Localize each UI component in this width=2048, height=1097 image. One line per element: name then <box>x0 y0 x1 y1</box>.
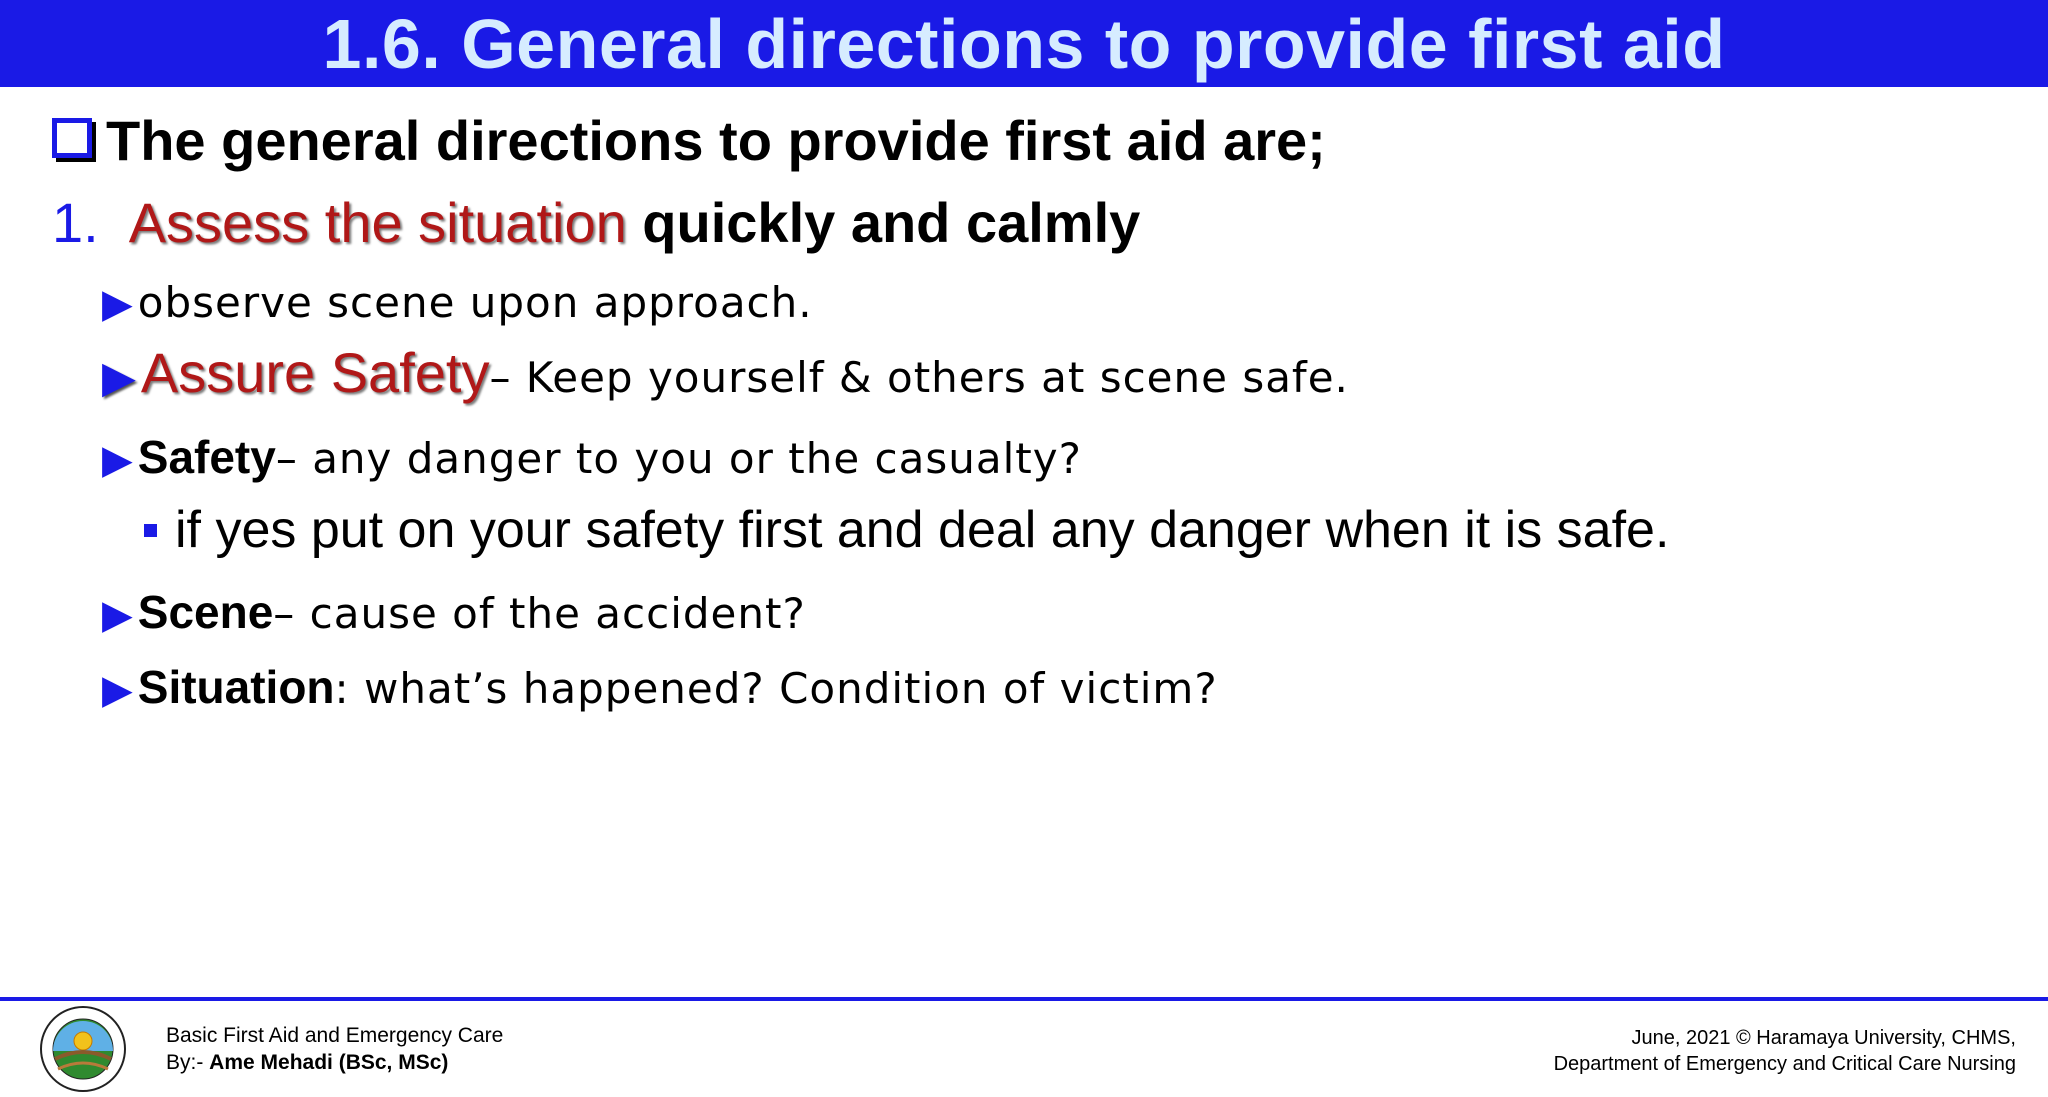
university-logo <box>28 1005 138 1093</box>
situation-label: Situation <box>137 661 335 713</box>
course-title: Basic First Aid and Emergency Care <box>166 1024 504 1047</box>
author-name: Ame Mehadi (BSc, MSc) <box>209 1051 449 1074</box>
checkbox-bullet-icon <box>52 118 92 158</box>
safety-label: Safety <box>137 431 276 483</box>
triangle-bullet-icon: ▶ <box>102 667 134 713</box>
author-line <box>166 1049 503 1076</box>
triangle-bullet-icon: ▶ <box>102 437 134 483</box>
safety-sub-bullet <box>144 500 1669 560</box>
bullet-situation <box>102 660 1218 714</box>
step-highlight: Assess the situation <box>128 191 627 254</box>
triangle-bullet-icon: ▶ <box>102 281 134 327</box>
triangle-bullet-icon: ▶ <box>102 352 137 403</box>
heading-text: The general directions to provide first aid are; <box>106 109 1326 172</box>
step-1 <box>52 190 1140 255</box>
title-bar <box>0 0 2048 87</box>
copyright-line-1: June, 2021 © Haramaya University, CHMS, <box>1631 1027 2016 1049</box>
safety-sub-text: if yes put on your safety first and deal any danger when it is safe. <box>175 501 1670 559</box>
bullet-observe-text: observe scene upon approach. <box>137 278 813 327</box>
footer-copyright <box>1554 1025 2016 1077</box>
footer-divider <box>0 997 2048 1001</box>
square-bullet-icon <box>144 524 157 537</box>
bullet-safety <box>102 430 1082 484</box>
triangle-bullet-icon: ▶ <box>102 592 134 638</box>
scene-text: – cause of the accident? <box>273 589 806 638</box>
bullet-observe <box>102 278 813 327</box>
footer-course-info <box>166 1022 503 1076</box>
assure-safety-label: Assure Safety <box>140 341 490 404</box>
assure-safety-text: – Keep yourself & others at scene safe. <box>489 353 1349 402</box>
safety-text: – any danger to you or the casualty? <box>275 434 1082 483</box>
copyright-line-2: Department of Emergency and Critical Care Nursing <box>1553 1053 2016 1075</box>
bullet-assure-safety <box>102 340 1349 405</box>
bullet-scene <box>102 585 806 639</box>
step-rest: quickly and calmly <box>626 191 1141 254</box>
slide-title: 1.6. General directions to provide first aid <box>322 4 1726 83</box>
situation-text: : what’s happened? Condition of victim? <box>334 664 1218 713</box>
step-number: 1. <box>52 191 99 254</box>
heading-line <box>52 108 1326 173</box>
author-prefix: By:- <box>166 1051 210 1074</box>
scene-label: Scene <box>137 586 274 638</box>
